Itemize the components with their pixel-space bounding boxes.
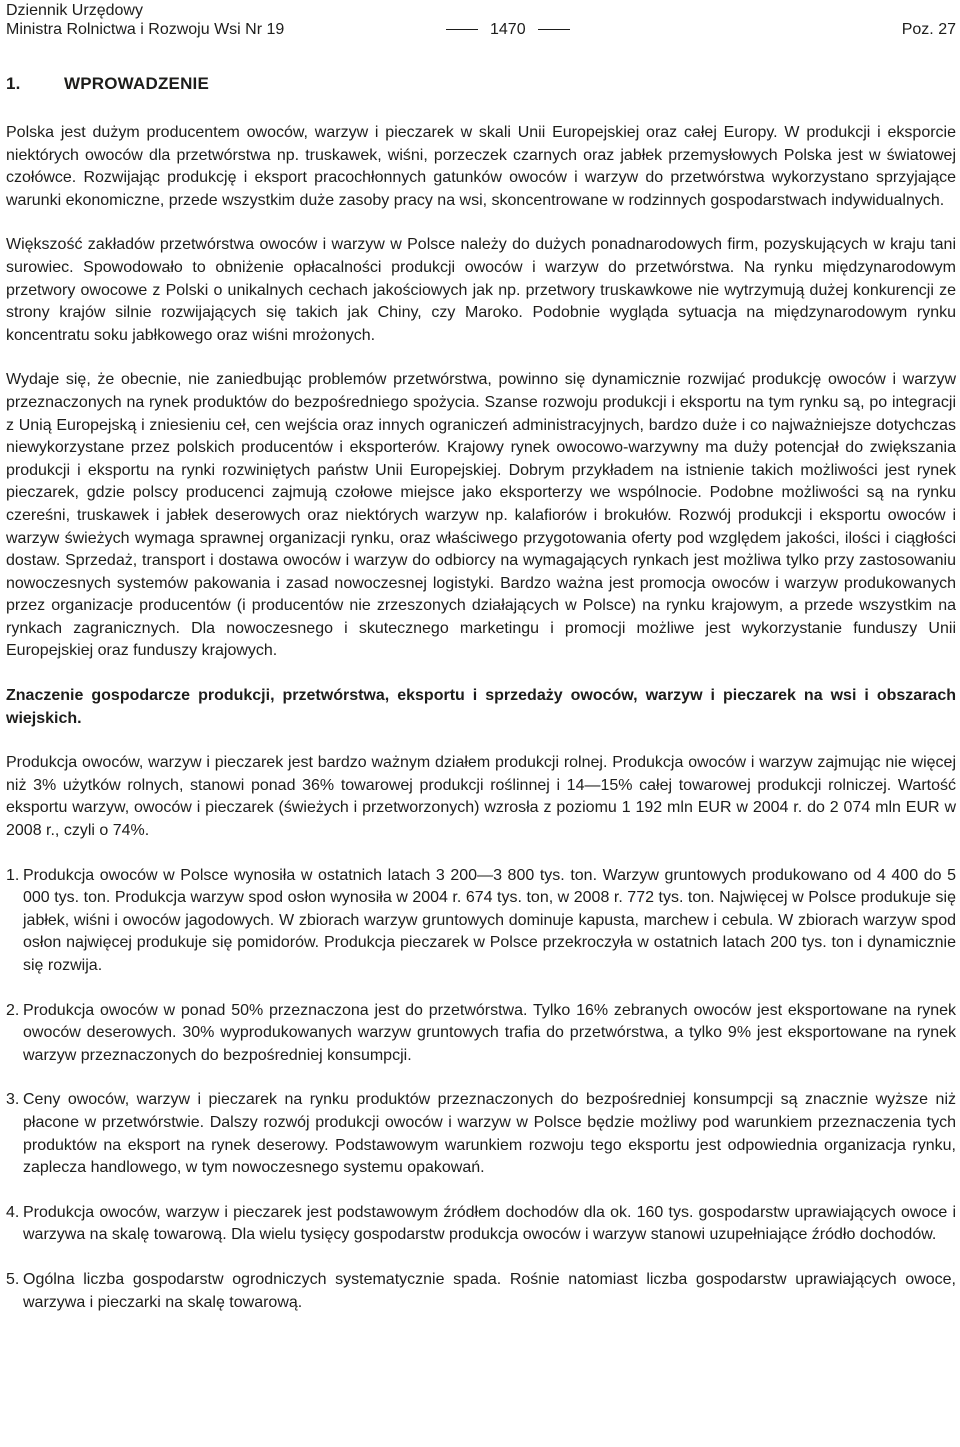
list-item-number: 4. bbox=[6, 1203, 20, 1221]
list-item bbox=[6, 1000, 956, 1068]
list-item-text: Produkcja owoców w Polsce wynosiła w ostatnich latach 3 200—3 800 tys. ton. Warzyw gruntowych produkowano od 4 400 do 5 000 tys. ton. Produkcja warzyw spod osłon wynosiła w 2004 r. 674 tys. ton, w 2008 r. 772 tys. ton. Najwięcej w Polsce produkuje się jabłek, wiśni i owoców jagodowych. W zbiorach warzyw gruntowych dominuje kapusta, marchew i cebula. W zbiorach warzyw spod osłon najwięcej produkuje się pomidorów. Produkcja pieczarek w Polsce przekroczyła w ostatnich latach 200 tys. ton i dynamicznie się rozwija. bbox=[23, 866, 956, 974]
list-item bbox=[6, 1269, 956, 1314]
document-page bbox=[6, 0, 956, 1311]
ministry-issue: Ministra Rolnictwa i Rozwoju Wsi Nr 19 bbox=[6, 21, 285, 38]
list-item-number: 5. bbox=[6, 1270, 20, 1288]
section-number: 1. bbox=[6, 74, 21, 93]
journal-name: Dziennik Urzędowy bbox=[6, 2, 143, 19]
paragraph: Polska jest dużym producentem owoców, warzyw i pieczarek w skali Unii Europejskiej oraz całej Europy. W produkcji i eksporcie niektórych owoców dla przetwórstwa np. truskawek, wiśni, porzeczek czarnych oraz jabłek przemysłowych Polska jest w światowej czołówce. Rozwijając produkcję i eksport pracochłonnych gatunków owoców i warzyw do przetwórstwa wykorzystano sprzyjające warunki ekonomiczne, przede wszystkim duże zasoby pracy na wsi, skoncentrowane w rodzinnych gospodarstwach indywidualnych. bbox=[6, 124, 956, 209]
list-item-text: Ogólna liczba gospodarstw ogrodniczych systematycznie spada. Rośnie natomiast liczba gospodarstw uprawiających owoce, warzywa i pieczarki na skalę towarową. bbox=[23, 1270, 956, 1311]
position-label: Poz. 27 bbox=[901, 21, 956, 38]
intro-paragraph: Produkcja owoców, warzyw i pieczarek jest bardzo ważnym działem produkcji rolnej. Produkcja owoców i warzyw zajmując nie więcej niż 3% użytków rolnych, stanowi ponad 36% towarowej produkcji roślinnej i 14—15% całej towarowej produkcji rolniczej. Wartość eksportu warzyw, owoców i pieczarek (świeżych i przetworzonych) wzrosła z poziomu 1 192 mln EUR w 2004 r. do 2 074 mln EUR w 2008 r., czyli o 74%. bbox=[6, 754, 956, 840]
list-item-text: Produkcja owoców, warzyw i pieczarek jest podstawowym źródłem dochodów dla ok. 160 tys. gospodarstw uprawiających owoce i warzywa na skalę towarową. Dla wielu tysięcy gospodarstw produkcja owoców i warzyw stanowi uzupełniające źródło dochodów. bbox=[23, 1203, 956, 1244]
list-item-number: 2. bbox=[6, 1001, 20, 1019]
list-item bbox=[6, 1202, 956, 1247]
section-heading bbox=[6, 74, 209, 94]
list-item-number: 3. bbox=[6, 1091, 20, 1109]
list-item bbox=[6, 865, 956, 978]
page-number: 1470 bbox=[490, 21, 526, 38]
dash-left bbox=[446, 29, 478, 30]
subheading: Znaczenie gospodarcze produkcji, przetwórstwa, eksportu i sprzedaży owoców, warzyw i pieczarek na wsi i obszarach wiejskich. bbox=[6, 687, 956, 727]
section-title: WPROWADZENIE bbox=[64, 74, 210, 93]
list-item-text: Ceny owoców, warzyw i pieczarek na rynku produktów przeznaczonych do bezpośredniej konsumpcji są znacznie wyższe niż płacone w przetwórstwie. Dalszy rozwój produkcji owoców i warzyw w Polsce będzie możliwy pod warunkiem przeznaczenia tych produktów na eksport na rynek deserowy. Podstawowym warunkiem rozwoju tego eksportu jest odpowiednia organizacja rynku, zaplecza handlowego, w tym nowoczesnego systemu opakowań. bbox=[23, 1091, 956, 1177]
list-item-text: Produkcja owoców w ponad 50% przeznaczona jest do przetwórstwa. Tylko 16% zebranych owoców jest eksportowane na rynek owoców deserowych. 30% wyprodukowanych warzyw gruntowych trafia do przetwórstwa, a tylko 9% jest eksportowane na rynek warzyw przeznaczonych do bezpośredniej konsumpcji. bbox=[23, 1001, 956, 1064]
dash-right bbox=[538, 29, 570, 30]
header-publication bbox=[6, 1, 284, 39]
page-number-block bbox=[434, 20, 582, 39]
page-header bbox=[6, 0, 956, 44]
document-body bbox=[6, 122, 956, 1336]
list-item bbox=[6, 1089, 956, 1179]
paragraph: Wydaje się, że obecnie, nie zaniedbując problemów przetwórstwa, powinno się dynamicznie rozwijać produkcję owoców i warzyw przeznaczonych na rynek produktów do bezpośredniego spożycia. Szanse rozwoju produkcji i eksportu na tym rynku są, po integracji z Unią Europejską i zniesieniu ceł, cen wejścia oraz innych ograniczeń administracyjnych, bardzo duże i co najważniejsze dotychczas niewykorzystane przez polskich producentów i eksporterów. Krajowy rynek owocowo-warzywny ma duży potencjał do zwiększania produkcji i eksportu na rynki rozwiniętych państw Unii Europejskiej. Dobrym przykładem na istnienie takich możliwości jest rynek pieczarek, gdzie polscy producenci zajmują czołowe miejsce jako eksporterzy we wspólnocie. Podobne możliwości są na rynku czereśni, truskawek i jabłek deserowych oraz niektórych warzyw np. kalafiorów i brokułów. Rozwój produkcji i eksportu owoców i warzyw świeżych wymaga sprawnej organizacji rynku, oraz właściwego przygotowania oferty pod względem jakości, ilości i ciągłości dostaw. Sprzedaż, transport i dostawa owoców i warzyw do odbiorcy na wymagających rynkach jest możliwa tylko przy zastosowaniu nowoczesnych systemów pakowania i zasad nowoczesnej logistyki. Bardzo ważna jest promocja owoców i warzyw produkowanych przez organizacje producentów (i producentów nie zrzeszonych działających w Polsce) na rynku krajowym, a przede wszystkim na rynkach zagranicznych. Dla nowoczesnego i skutecznego marketingu i promocji możliwe jest wykorzystanie funduszy Unii Europejskiej oraz funduszy krajowych. bbox=[6, 371, 956, 660]
paragraph: Większość zakładów przetwórstwa owoców i warzyw w Polsce należy do dużych ponadnarodowych firm, pozyskujących w kraju tani surowiec. Spowodowało to obniżenie opłacalności produkcji owoców i warzyw do przetwórstwa. Na rynku międzynarodowym przetwory owocowe z Polski o unikalnych cechach jakościowych jak np. przetwory truskawkowe nie wytrzymują dużej konkurencji ze strony krajów silnie rozwijających się takich jak Chiny, czy Maroko. Podobnie wygląda sytuacja na międzynarodowym rynku koncentratu soku jabłkowego oraz wiśni mrożonych. bbox=[6, 236, 956, 344]
list-item-number: 1. bbox=[6, 866, 20, 884]
